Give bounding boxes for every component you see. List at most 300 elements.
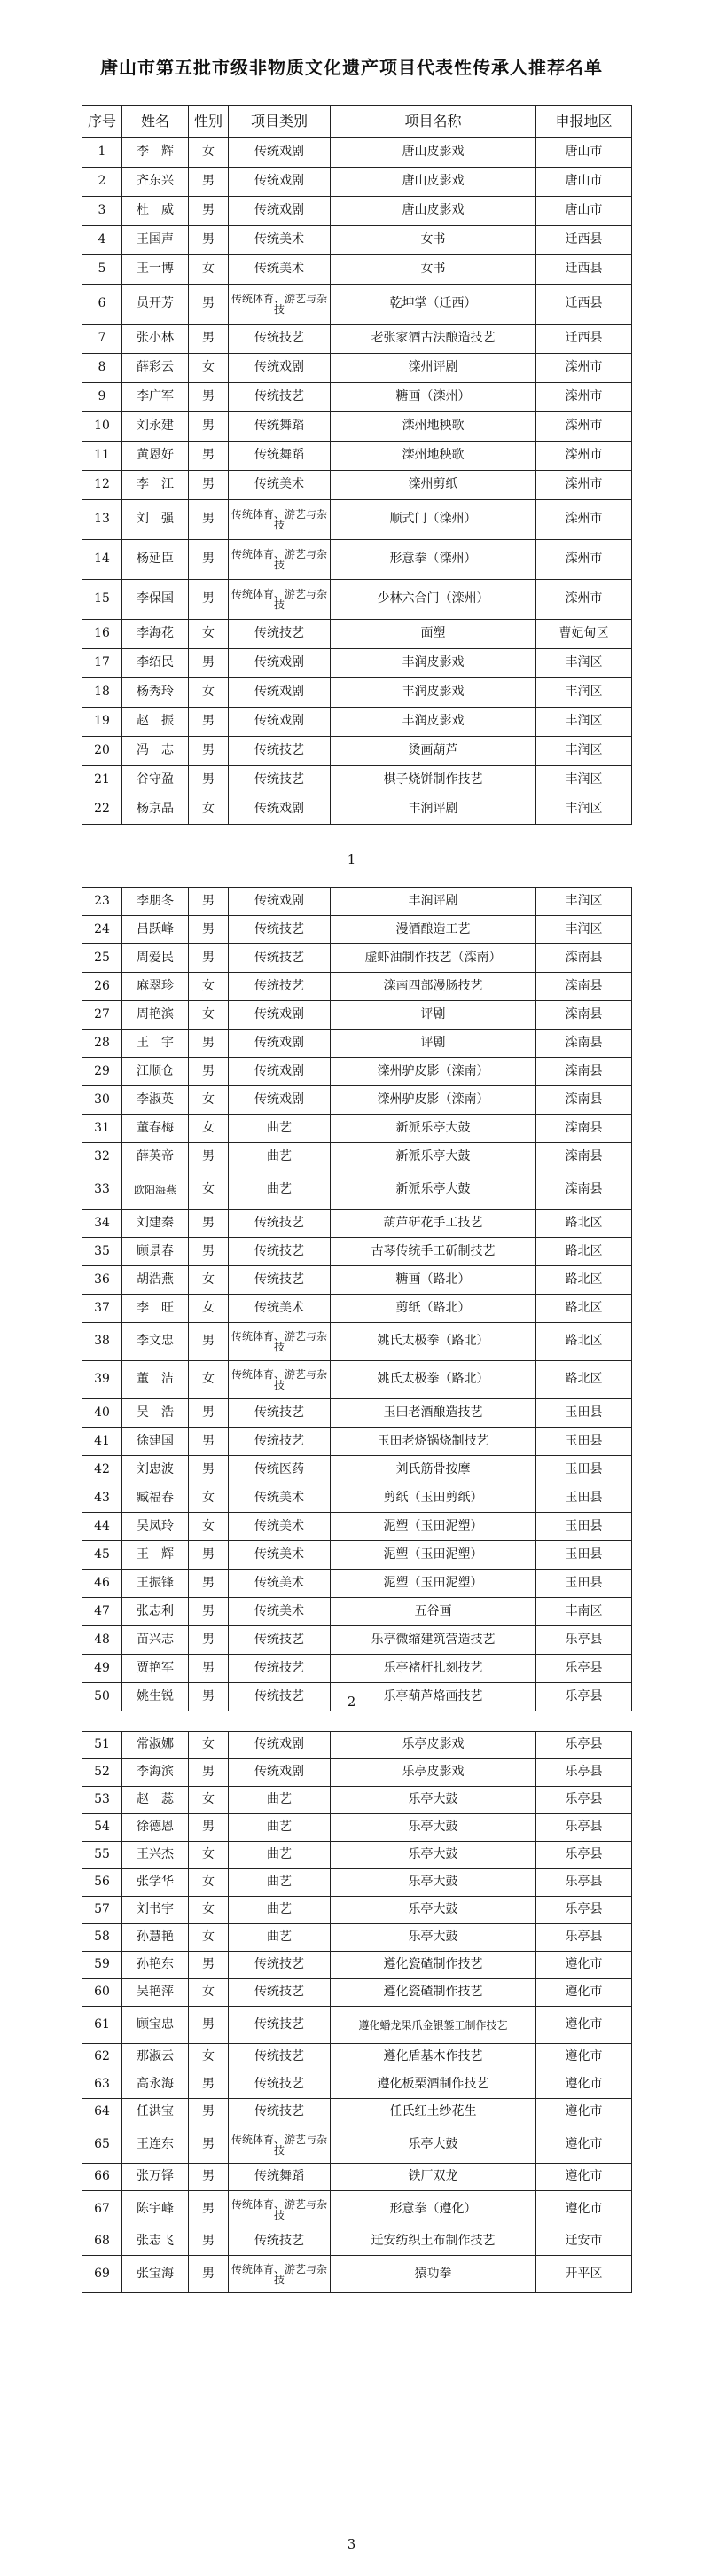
cell-name: 刘永建 xyxy=(122,412,189,442)
table-row xyxy=(82,1086,632,1115)
cell-seq: 60 xyxy=(82,1979,122,2007)
cell-region: 遵化市 xyxy=(536,2007,632,2044)
cell-gender: 男 xyxy=(189,412,229,442)
column-header-gender: 性别 xyxy=(189,106,229,138)
cell-category: 传统舞蹈 xyxy=(229,442,331,471)
cell-gender: 男 xyxy=(189,2164,229,2191)
cell-region: 丰润区 xyxy=(536,795,632,825)
cell-region: 遵化市 xyxy=(536,1979,632,2007)
cell-gender: 男 xyxy=(189,1456,229,1484)
cell-category: 传统戏剧 xyxy=(229,138,331,168)
table-row xyxy=(82,1513,632,1541)
cell-region: 滦南县 xyxy=(536,944,632,973)
cell-gender: 男 xyxy=(189,226,229,255)
cell-region: 丰润区 xyxy=(536,708,632,737)
cell-name: 李保国 xyxy=(122,580,189,620)
cell-project: 女书 xyxy=(331,255,536,285)
cell-gender: 男 xyxy=(189,737,229,766)
cell-seq: 66 xyxy=(82,2164,122,2191)
cell-name: 冯 志 xyxy=(122,737,189,766)
cell-category: 传统戏剧 xyxy=(229,708,331,737)
cell-region: 滦州市 xyxy=(536,540,632,580)
cell-project: 泥塑（玉田泥塑） xyxy=(331,1513,536,1541)
cell-category: 传统美术 xyxy=(229,1484,331,1513)
cell-gender: 女 xyxy=(189,795,229,825)
cell-category: 传统戏剧 xyxy=(229,649,331,678)
cell-category: 传统技艺 xyxy=(229,1979,331,2007)
cell-seq: 26 xyxy=(82,973,122,1001)
cell-category: 传统体育、游艺与杂技 xyxy=(229,2126,331,2164)
cell-project: 猿功拳 xyxy=(331,2256,536,2293)
cell-region: 遵化市 xyxy=(536,2044,632,2071)
cell-project: 滦州地秧歌 xyxy=(331,412,536,442)
cell-name: 薛彩云 xyxy=(122,354,189,383)
cell-gender: 女 xyxy=(189,1842,229,1869)
cell-region: 丰润区 xyxy=(536,916,632,944)
cell-seq: 25 xyxy=(82,944,122,973)
cell-name: 张小林 xyxy=(122,325,189,354)
cell-seq: 35 xyxy=(82,1238,122,1266)
table-row xyxy=(82,1787,632,1814)
cell-name: 李朋冬 xyxy=(122,888,189,916)
cell-name: 张志飞 xyxy=(122,2228,189,2256)
cell-gender: 男 xyxy=(189,471,229,500)
cell-project: 铁厂双龙 xyxy=(331,2164,536,2191)
cell-seq: 37 xyxy=(82,1295,122,1323)
table-row xyxy=(82,944,632,973)
cell-name: 薛英帝 xyxy=(122,1143,189,1171)
cell-gender: 女 xyxy=(189,1732,229,1759)
table-row xyxy=(82,1210,632,1238)
cell-project: 乐亭大鼓 xyxy=(331,1814,536,1842)
cell-region: 开平区 xyxy=(536,2256,632,2293)
cell-seq: 28 xyxy=(82,1030,122,1058)
cell-seq: 64 xyxy=(82,2099,122,2126)
cell-region: 乐亭县 xyxy=(536,1683,632,1711)
cell-gender: 男 xyxy=(189,2071,229,2099)
cell-name: 李 辉 xyxy=(122,138,189,168)
cell-region: 玉田县 xyxy=(536,1399,632,1428)
table-row xyxy=(82,1924,632,1952)
cell-region: 迁西县 xyxy=(536,226,632,255)
cell-project: 玉田老烧锅烧制技艺 xyxy=(331,1428,536,1456)
cell-seq: 15 xyxy=(82,580,122,620)
cell-seq: 18 xyxy=(82,678,122,708)
cell-name: 赵 振 xyxy=(122,708,189,737)
cell-region: 乐亭县 xyxy=(536,1814,632,1842)
cell-gender: 女 xyxy=(189,678,229,708)
cell-category: 传统技艺 xyxy=(229,2228,331,2256)
cell-category: 传统技艺 xyxy=(229,2099,331,2126)
cell-project: 少林六合门（滦州） xyxy=(331,580,536,620)
cell-category: 传统技艺 xyxy=(229,1399,331,1428)
table-row xyxy=(82,2007,632,2044)
cell-name: 张万铎 xyxy=(122,2164,189,2191)
cell-name: 李文忠 xyxy=(122,1323,189,1361)
cell-name: 张宝海 xyxy=(122,2256,189,2293)
cell-project: 乐亭大鼓 xyxy=(331,1897,536,1924)
table-row xyxy=(82,795,632,825)
cell-seq: 31 xyxy=(82,1115,122,1143)
cell-name: 刘书宇 xyxy=(122,1897,189,1924)
cell-category: 传统体育、游艺与杂技 xyxy=(229,500,331,540)
cell-region: 乐亭县 xyxy=(536,1924,632,1952)
table-row xyxy=(82,1759,632,1787)
cell-name: 麻翠珍 xyxy=(122,973,189,1001)
table-row xyxy=(82,285,632,325)
cell-region: 遵化市 xyxy=(536,2191,632,2228)
table-row xyxy=(82,1732,632,1759)
cell-region: 乐亭县 xyxy=(536,1842,632,1869)
cell-category: 传统体育、游艺与杂技 xyxy=(229,285,331,325)
cell-category: 传统戏剧 xyxy=(229,1732,331,1759)
cell-gender: 女 xyxy=(189,973,229,1001)
cell-category: 传统技艺 xyxy=(229,383,331,412)
cell-gender: 女 xyxy=(189,2044,229,2071)
cell-project: 乐亭大鼓 xyxy=(331,1842,536,1869)
table-row xyxy=(82,383,632,412)
cell-seq: 43 xyxy=(82,1484,122,1513)
cell-region: 乐亭县 xyxy=(536,1787,632,1814)
cell-category: 传统技艺 xyxy=(229,1428,331,1456)
column-header-name: 姓名 xyxy=(122,106,189,138)
table-row xyxy=(82,1058,632,1086)
table-row xyxy=(82,916,632,944)
table-row xyxy=(82,2044,632,2071)
cell-category: 曲艺 xyxy=(229,1897,331,1924)
cell-project: 唐山皮影戏 xyxy=(331,138,536,168)
cell-category: 传统技艺 xyxy=(229,916,331,944)
cell-project: 乐亭褚杆扎刻技艺 xyxy=(331,1655,536,1683)
table-row xyxy=(82,580,632,620)
cell-region: 滦州市 xyxy=(536,580,632,620)
table-row xyxy=(82,766,632,795)
cell-region: 唐山市 xyxy=(536,197,632,226)
cell-gender: 男 xyxy=(189,2256,229,2293)
column-header-project: 项目名称 xyxy=(331,106,536,138)
cell-project: 古琴传统手工斫制技艺 xyxy=(331,1238,536,1266)
cell-project: 评剧 xyxy=(331,1030,536,1058)
cell-gender: 男 xyxy=(189,197,229,226)
table-row xyxy=(82,2126,632,2164)
cell-project: 糖画（滦州） xyxy=(331,383,536,412)
cell-gender: 女 xyxy=(189,1513,229,1541)
cell-region: 遵化市 xyxy=(536,2071,632,2099)
cell-project: 虚虾油制作技艺（滦南） xyxy=(331,944,536,973)
cell-region: 玉田县 xyxy=(536,1484,632,1513)
cell-name: 刘忠波 xyxy=(122,1456,189,1484)
cell-name: 王 辉 xyxy=(122,1541,189,1570)
cell-seq: 40 xyxy=(82,1399,122,1428)
cell-region: 乐亭县 xyxy=(536,1897,632,1924)
cell-gender: 男 xyxy=(189,708,229,737)
cell-gender: 女 xyxy=(189,138,229,168)
cell-seq: 4 xyxy=(82,226,122,255)
cell-seq: 53 xyxy=(82,1787,122,1814)
table-row xyxy=(82,620,632,649)
cell-category: 传统美术 xyxy=(229,1295,331,1323)
cell-category: 传统技艺 xyxy=(229,2071,331,2099)
cell-name: 张志利 xyxy=(122,1598,189,1626)
table-row xyxy=(82,2099,632,2126)
cell-region: 迁安市 xyxy=(536,2228,632,2256)
column-header-region: 申报地区 xyxy=(536,106,632,138)
cell-project: 遵化蟠龙果爪金银錾工制作技艺 xyxy=(331,2007,536,2044)
cell-gender: 女 xyxy=(189,255,229,285)
cell-seq: 3 xyxy=(82,197,122,226)
table-row xyxy=(82,168,632,197)
cell-gender: 男 xyxy=(189,2099,229,2126)
cell-project: 形意拳（遵化） xyxy=(331,2191,536,2228)
table-row xyxy=(82,2164,632,2191)
table-row xyxy=(82,255,632,285)
cell-gender: 男 xyxy=(189,1210,229,1238)
cell-seq: 55 xyxy=(82,1842,122,1869)
cell-category: 传统美术 xyxy=(229,226,331,255)
cell-gender: 男 xyxy=(189,1952,229,1979)
cell-project: 滦南四部漫肠技艺 xyxy=(331,973,536,1001)
cell-project: 丰润评剧 xyxy=(331,795,536,825)
cell-gender: 男 xyxy=(189,1143,229,1171)
cell-gender: 男 xyxy=(189,1814,229,1842)
cell-name: 李绍民 xyxy=(122,649,189,678)
cell-name: 高永海 xyxy=(122,2071,189,2099)
cell-name: 臧福春 xyxy=(122,1484,189,1513)
table-row xyxy=(82,888,632,916)
cell-gender: 男 xyxy=(189,1428,229,1456)
cell-seq: 11 xyxy=(82,442,122,471)
cell-seq: 21 xyxy=(82,766,122,795)
cell-category: 传统技艺 xyxy=(229,1266,331,1295)
cell-seq: 23 xyxy=(82,888,122,916)
cell-gender: 男 xyxy=(189,944,229,973)
cell-name: 吴凤玲 xyxy=(122,1513,189,1541)
cell-region: 路北区 xyxy=(536,1361,632,1399)
cell-project: 丰润皮影戏 xyxy=(331,649,536,678)
cell-region: 滦南县 xyxy=(536,1030,632,1058)
table-row xyxy=(82,471,632,500)
cell-category: 传统舞蹈 xyxy=(229,412,331,442)
cell-name: 徐建国 xyxy=(122,1428,189,1456)
table-row xyxy=(82,1598,632,1626)
cell-name: 那淑云 xyxy=(122,2044,189,2071)
table-row xyxy=(82,1897,632,1924)
cell-gender: 男 xyxy=(189,1541,229,1570)
cell-category: 传统技艺 xyxy=(229,620,331,649)
cell-gender: 男 xyxy=(189,766,229,795)
cell-name: 王振锋 xyxy=(122,1570,189,1598)
cell-gender: 女 xyxy=(189,1787,229,1814)
cell-category: 传统舞蹈 xyxy=(229,2164,331,2191)
cell-name: 顾宝忠 xyxy=(122,2007,189,2044)
table-row xyxy=(82,2228,632,2256)
table-row xyxy=(82,678,632,708)
cell-category: 曲艺 xyxy=(229,1115,331,1143)
cell-project: 姚氏太极拳（路北） xyxy=(331,1361,536,1399)
cell-gender: 女 xyxy=(189,354,229,383)
table-row xyxy=(82,1115,632,1143)
cell-seq: 42 xyxy=(82,1456,122,1484)
table-row xyxy=(82,1428,632,1456)
cell-name: 江顺仓 xyxy=(122,1058,189,1086)
cell-seq: 46 xyxy=(82,1570,122,1598)
cell-project: 刘氏筋骨按摩 xyxy=(331,1456,536,1484)
cell-gender: 男 xyxy=(189,500,229,540)
cell-seq: 8 xyxy=(82,354,122,383)
cell-region: 丰南区 xyxy=(536,1598,632,1626)
cell-seq: 38 xyxy=(82,1323,122,1361)
cell-name: 杨秀玲 xyxy=(122,678,189,708)
roster-table-page-2 xyxy=(82,887,632,1711)
cell-region: 玉田县 xyxy=(536,1541,632,1570)
table-row xyxy=(82,1030,632,1058)
cell-category: 传统体育、游艺与杂技 xyxy=(229,2256,331,2293)
cell-gender: 男 xyxy=(189,1683,229,1711)
cell-region: 丰润区 xyxy=(536,649,632,678)
cell-project: 滦州驴皮影（滦南） xyxy=(331,1086,536,1115)
cell-gender: 男 xyxy=(189,325,229,354)
cell-category: 曲艺 xyxy=(229,1814,331,1842)
cell-gender: 男 xyxy=(189,383,229,412)
cell-project: 形意拳（滦州） xyxy=(331,540,536,580)
cell-seq: 6 xyxy=(82,285,122,325)
page-number-3: 3 xyxy=(347,2536,356,2552)
cell-gender: 男 xyxy=(189,1626,229,1655)
cell-project: 遵化瓷碴制作技艺 xyxy=(331,1952,536,1979)
cell-category: 传统戏剧 xyxy=(229,678,331,708)
cell-gender: 男 xyxy=(189,888,229,916)
cell-gender: 男 xyxy=(189,540,229,580)
cell-gender: 女 xyxy=(189,1115,229,1143)
cell-region: 玉田县 xyxy=(536,1456,632,1484)
cell-category: 传统戏剧 xyxy=(229,1030,331,1058)
roster-table-page-1 xyxy=(82,105,632,825)
table-row xyxy=(82,1869,632,1897)
table-row xyxy=(82,1979,632,2007)
cell-seq: 36 xyxy=(82,1266,122,1295)
cell-project: 任氏红土纱花生 xyxy=(331,2099,536,2126)
cell-region: 滦南县 xyxy=(536,1001,632,1030)
cell-seq: 59 xyxy=(82,1952,122,1979)
cell-gender: 男 xyxy=(189,1238,229,1266)
cell-name: 杨延臣 xyxy=(122,540,189,580)
cell-seq: 44 xyxy=(82,1513,122,1541)
cell-seq: 48 xyxy=(82,1626,122,1655)
cell-seq: 13 xyxy=(82,500,122,540)
column-header-category: 项目类别 xyxy=(229,106,331,138)
cell-region: 玉田县 xyxy=(536,1570,632,1598)
cell-region: 路北区 xyxy=(536,1210,632,1238)
cell-seq: 12 xyxy=(82,471,122,500)
cell-project: 乐亭皮影戏 xyxy=(331,1759,536,1787)
cell-name: 贾艳军 xyxy=(122,1655,189,1683)
cell-name: 吴艳萍 xyxy=(122,1979,189,2007)
cell-region: 乐亭县 xyxy=(536,1869,632,1897)
cell-category: 传统美术 xyxy=(229,471,331,500)
cell-seq: 41 xyxy=(82,1428,122,1456)
table-row xyxy=(82,1541,632,1570)
cell-region: 滦南县 xyxy=(536,1086,632,1115)
cell-category: 曲艺 xyxy=(229,1787,331,1814)
table-row xyxy=(82,354,632,383)
cell-seq: 69 xyxy=(82,2256,122,2293)
cell-project: 滦州驴皮影（滦南） xyxy=(331,1058,536,1086)
cell-category: 传统技艺 xyxy=(229,973,331,1001)
cell-project: 姚氏太极拳（路北） xyxy=(331,1323,536,1361)
cell-project: 剪纸（路北） xyxy=(331,1295,536,1323)
cell-region: 路北区 xyxy=(536,1323,632,1361)
cell-seq: 58 xyxy=(82,1924,122,1952)
cell-region: 遵化市 xyxy=(536,2126,632,2164)
cell-region: 迁西县 xyxy=(536,325,632,354)
cell-region: 乐亭县 xyxy=(536,1732,632,1759)
cell-region: 唐山市 xyxy=(536,138,632,168)
cell-project: 剪纸（玉田剪纸） xyxy=(331,1484,536,1513)
table-row xyxy=(82,412,632,442)
cell-name: 徐德恩 xyxy=(122,1814,189,1842)
cell-name: 员开芳 xyxy=(122,285,189,325)
table-row xyxy=(82,1814,632,1842)
cell-name: 孙艳东 xyxy=(122,1952,189,1979)
cell-name: 黄恩好 xyxy=(122,442,189,471)
document-title: 唐山市第五批市级非物质文化遗产项目代表性传承人推荐名单 xyxy=(100,57,603,78)
cell-region: 丰润区 xyxy=(536,766,632,795)
cell-name: 谷守盈 xyxy=(122,766,189,795)
cell-category: 传统技艺 xyxy=(229,737,331,766)
cell-project: 女书 xyxy=(331,226,536,255)
column-header-seq: 序号 xyxy=(82,106,122,138)
table-row xyxy=(82,1001,632,1030)
cell-project: 遵化盾基木作技艺 xyxy=(331,2044,536,2071)
cell-seq: 39 xyxy=(82,1361,122,1399)
table-row xyxy=(82,226,632,255)
cell-project: 糖画（路北） xyxy=(331,1266,536,1295)
cell-project: 乐亭大鼓 xyxy=(331,1924,536,1952)
table-row xyxy=(82,1655,632,1683)
cell-name: 常淑娜 xyxy=(122,1732,189,1759)
cell-seq: 57 xyxy=(82,1897,122,1924)
cell-category: 传统戏剧 xyxy=(229,354,331,383)
cell-project: 乐亭微缩建筑营造技艺 xyxy=(331,1626,536,1655)
cell-category: 传统技艺 xyxy=(229,766,331,795)
cell-name: 王国声 xyxy=(122,226,189,255)
cell-category: 曲艺 xyxy=(229,1171,331,1210)
cell-category: 传统医药 xyxy=(229,1456,331,1484)
page-number-2: 2 xyxy=(347,1694,356,1710)
cell-category: 传统戏剧 xyxy=(229,888,331,916)
cell-category: 传统戏剧 xyxy=(229,1759,331,1787)
cell-gender: 女 xyxy=(189,1924,229,1952)
cell-seq: 68 xyxy=(82,2228,122,2256)
cell-region: 迁西县 xyxy=(536,285,632,325)
cell-project: 乐亭葫芦烙画技艺 xyxy=(331,1683,536,1711)
cell-project: 乐亭大鼓 xyxy=(331,1787,536,1814)
cell-region: 滦南县 xyxy=(536,1143,632,1171)
table-row xyxy=(82,973,632,1001)
cell-region: 乐亭县 xyxy=(536,1626,632,1655)
cell-seq: 5 xyxy=(82,255,122,285)
cell-region: 滦州市 xyxy=(536,500,632,540)
cell-name: 李 旺 xyxy=(122,1295,189,1323)
cell-gender: 男 xyxy=(189,580,229,620)
cell-region: 玉田县 xyxy=(536,1428,632,1456)
cell-name: 苗兴志 xyxy=(122,1626,189,1655)
table-row xyxy=(82,1842,632,1869)
cell-category: 传统戏剧 xyxy=(229,1001,331,1030)
cell-seq: 22 xyxy=(82,795,122,825)
cell-category: 传统技艺 xyxy=(229,1238,331,1266)
table-row xyxy=(82,649,632,678)
